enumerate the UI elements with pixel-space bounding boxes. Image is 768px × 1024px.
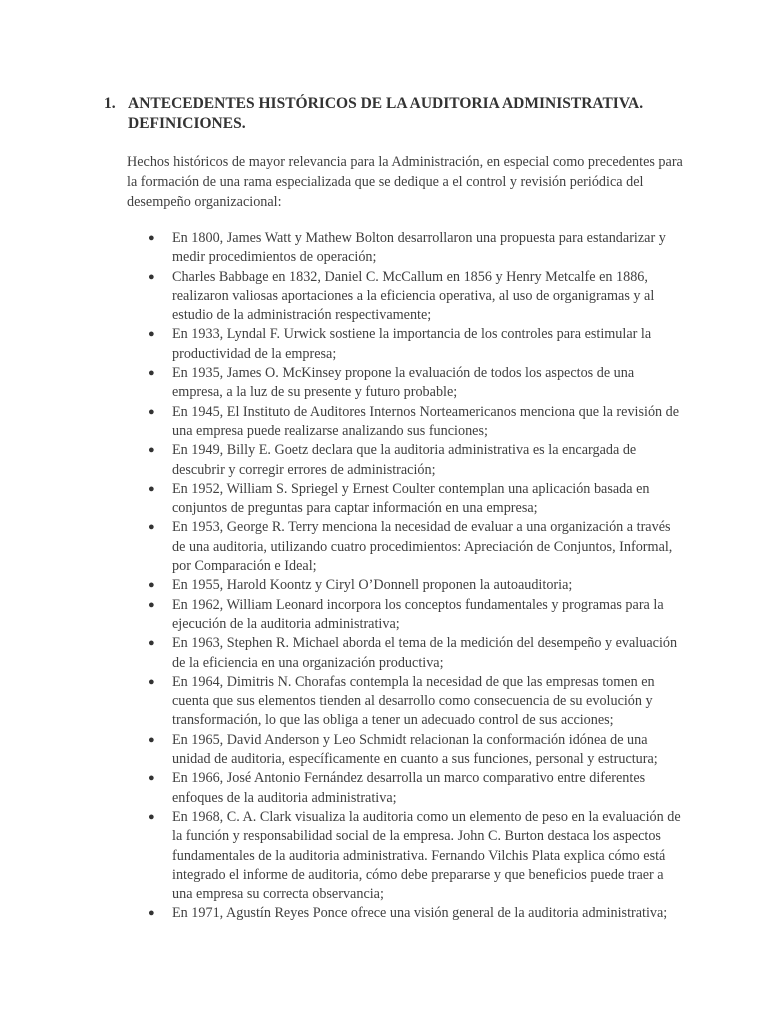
bullet-icon: ● <box>148 405 155 418</box>
list-item-text: En 1935, James O. McKinsey propone la evaluación de todos los aspectos de una empresa, a la luz de su presente y futuro probable; <box>172 365 635 401</box>
list-item <box>146 480 686 519</box>
bullet-icon: ● <box>148 733 155 746</box>
list-item <box>146 441 686 480</box>
list-item <box>146 268 686 326</box>
list-item-text: En 1933, Lyndal F. Urwick sostiene la importancia de los controles para estimular la productividad de la empresa; <box>172 326 652 362</box>
list-item <box>146 518 686 576</box>
list-item-text: En 1953, George R. Terry menciona la necesidad de evaluar a una organización a través de una auditoria, utilizando cuatro procedimientos: Apreciación de Conjuntos, Informal, por Comparación e Ideal; <box>172 519 673 575</box>
list-item-text: En 1800, James Watt y Mathew Bolton desarrollaron una propuesta para estandarizar y medir procedimientos de operación; <box>172 230 666 266</box>
bullet-icon: ● <box>148 444 155 457</box>
list-item <box>146 769 686 808</box>
list-item-text: En 1968, C. A. Clark visualiza la auditoria como un elemento de peso en la evaluación de la función y responsabilidad social de la empresa. John C. Burton destaca los aspectos fundamentales de la auditoria administrativa. Fernando Vilchis Plata explica cómo está integrado el informe de auditoria, cómo debe prepararse y que beneficios puede traer a una empresa su correcta observancia; <box>172 808 681 903</box>
bullet-icon: ● <box>148 675 155 688</box>
history-bullet-list <box>146 229 686 924</box>
list-item-text: En 1963, Stephen R. Michael aborda el tema de la medición del desempeño y evaluación de la eficiencia en una organización productiva; <box>172 635 678 671</box>
bullet-icon: ● <box>148 810 155 823</box>
list-item-text: En 1966, José Antonio Fernández desarrolla un marco comparativo entre diferentes enfoques de la auditoria administrativa; <box>172 770 646 806</box>
list-item-text: En 1952, William S. Spriegel y Ernest Coulter contemplan una aplicación basada en conjuntos de preguntas para captar información en una empresa; <box>172 480 650 517</box>
list-item <box>146 904 686 923</box>
list-item-text: En 1971, Agustín Reyes Ponce ofrece una visión general de la auditoria administrativa; <box>172 905 668 922</box>
list-item <box>146 808 686 904</box>
list-item <box>146 403 686 442</box>
list-item-text: En 1965, David Anderson y Leo Schmidt relacionan la conformación idónea de una unidad de auditoria, específicamente en cuanto a sus funciones, personal y estructura; <box>172 731 658 768</box>
intro-paragraph: Hechos históricos de mayor relevancia para la Administración, en especial como precedentes para la formación de una rama especializada que se dedique a el control y revisión periódica del desempeño organizacional: <box>127 154 683 211</box>
bullet-icon: ● <box>148 270 155 283</box>
bullet-icon: ● <box>148 579 155 592</box>
list-item <box>146 576 686 595</box>
list-item <box>146 596 686 635</box>
list-item <box>146 364 686 403</box>
bullet-icon: ● <box>148 598 155 611</box>
section-number: 1. <box>104 95 116 112</box>
bullet-icon: ● <box>148 521 155 534</box>
bullet-icon: ● <box>148 328 155 341</box>
list-item-text: En 1945, El Instituto de Auditores Internos Norteamericanos menciona que la revisión de una empresa puede realizarse analizando sus funciones; <box>172 403 680 439</box>
list-item <box>146 229 686 268</box>
bullet-icon: ● <box>148 232 155 244</box>
bullet-icon: ● <box>148 367 155 380</box>
bullet-icon: ● <box>148 637 155 650</box>
list-item-text: En 1949, Billy E. Goetz declara que la auditoria administrativa es la encargada de descubrir y corregir errores de administración; <box>172 442 637 478</box>
bullet-icon: ● <box>148 907 155 920</box>
list-item-text: En 1962, William Leonard incorpora los conceptos fundamentales y programas para la ejecución de la auditoria administrativa; <box>172 596 664 632</box>
list-item <box>146 325 686 364</box>
list-item <box>146 673 686 731</box>
bullet-icon: ● <box>148 482 155 495</box>
list-item-text: En 1955, Harold Koontz y Ciryl O’Donnell proponen la autoauditoria; <box>172 577 573 594</box>
section-title: ANTECEDENTES HISTÓRICOS DE LA AUDITORIA ADMINISTRATIVA. DEFINICIONES. <box>128 95 644 132</box>
list-item <box>146 731 686 770</box>
list-item-text: Charles Babbage en 1832, Daniel C. McCallum en 1856 y Henry Metcalfe en 1886, realizaron valiosas aportaciones a la eficiencia operativa, al uso de organigramas y al estudio de la administración respectivamente; <box>172 268 655 324</box>
list-item-text: En 1964, Dimitris N. Chorafas contempla la necesidad de que las empresas tomen en cuenta que sus elementos tienden al desarrollo como consecuencia de su evolución y transformación, lo que las obliga a tener un adecuado control de sus acciones; <box>172 673 655 729</box>
list-item <box>146 634 686 673</box>
bullet-icon: ● <box>148 772 155 785</box>
